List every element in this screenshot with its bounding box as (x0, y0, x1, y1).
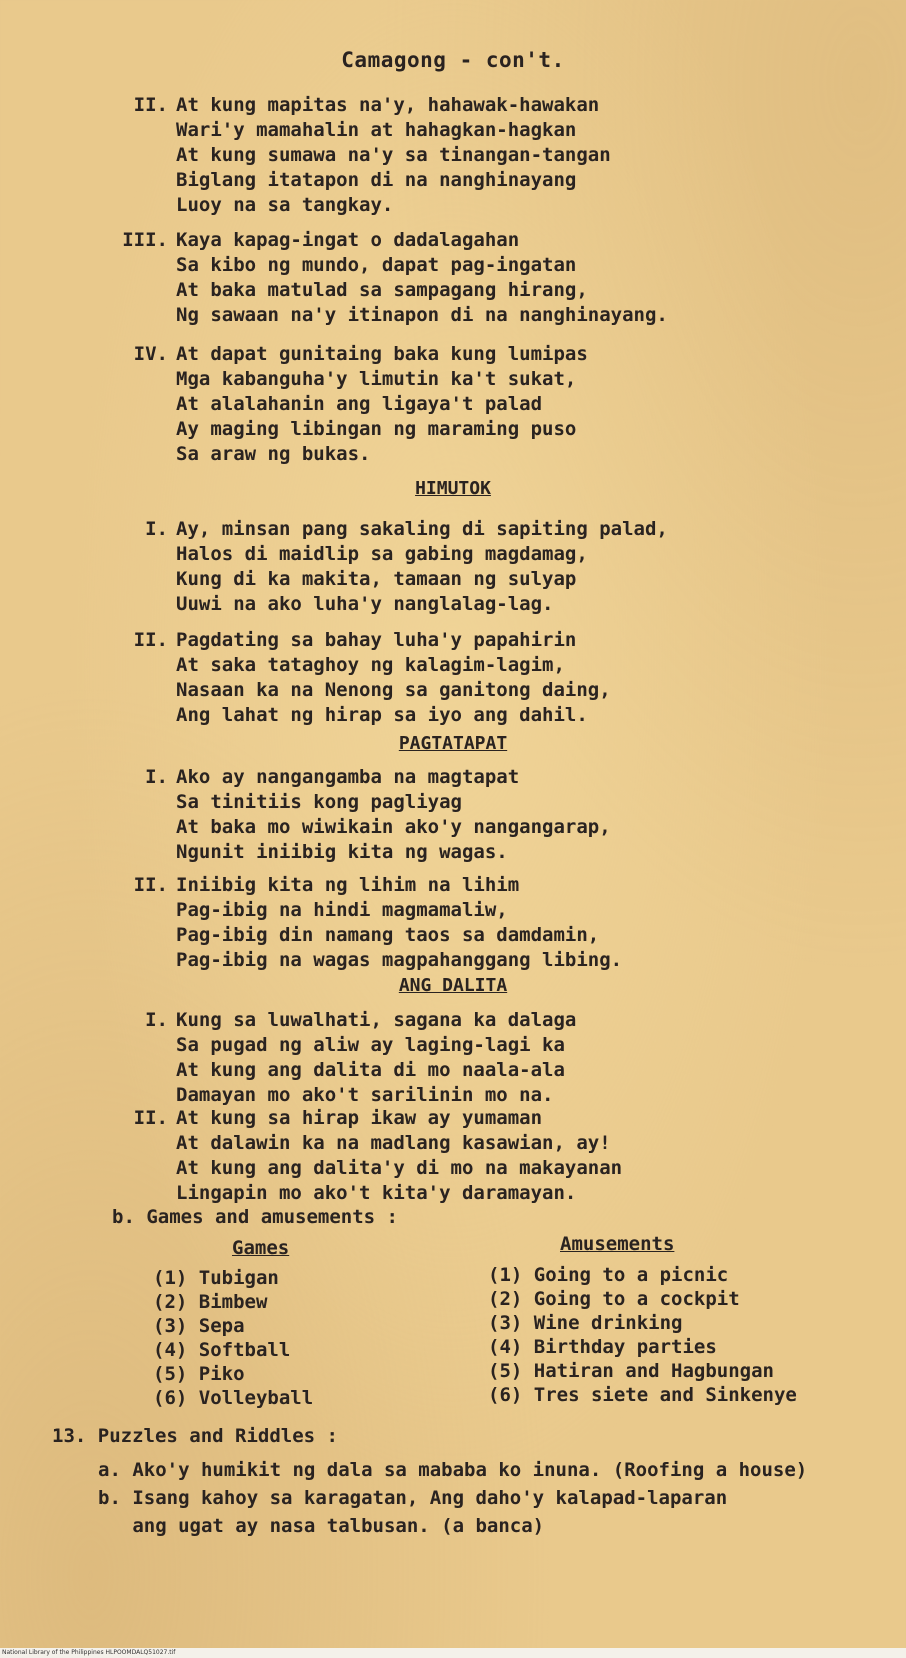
poem-line: I. Ako ay nangangamba na magtapat (145, 766, 520, 788)
list-item: (4) Softball (153, 1339, 291, 1361)
poem-line: At saka tataghoy ng kalagim-lagim, (176, 654, 565, 676)
puzzles-section-label: 13. Puzzles and Riddles : (52, 1425, 338, 1447)
poem-line: Nasaan ka na Nenong sa ganitong daing, (176, 679, 611, 701)
poem-line: Sa kibo ng mundo, dapat pag-ingatan (176, 254, 577, 276)
poem-line: Pag-ibig na wagas magpahanggang libing. (176, 949, 623, 971)
poem-line: Pag-ibig din namang taos sa damdamin, (176, 924, 600, 946)
list-item: (1) Going to a picnic (488, 1264, 729, 1286)
games-section-label: b. Games and amusements : (112, 1206, 398, 1228)
poem-line: Ngunit iniibig kita ng wagas. (176, 841, 508, 863)
games-list (153, 1266, 313, 1410)
riddle-item: ang ugat ay nasa talbusan. (a banca) (98, 1515, 545, 1537)
list-item: (6) Volleyball (153, 1387, 314, 1409)
games-heading: Games (232, 1237, 290, 1259)
page-title: Camagong - con't. (341, 48, 565, 72)
poem-line: Kung di ka makita, tamaan ng sulyap (176, 568, 577, 590)
poem-line: Wari'y mamahalin at hahagkan-hagkan (176, 119, 577, 141)
poem-line: Sa araw ng bukas. (176, 443, 371, 465)
poem-line: Mga kabanguha'y limutin ka't sukat, (176, 368, 577, 390)
poem-line: Ang lahat ng hirap sa iyo ang dahil. (176, 704, 588, 726)
poem-line: At dalawin ka na madlang kasawian, ay! (176, 1132, 611, 1154)
poem-line: Luoy na sa tangkay. (176, 194, 394, 216)
himutok-stanza-1 (118, 517, 668, 617)
amusements-heading: Amusements (560, 1233, 675, 1255)
poem-line: Halos di maidlip sa gabing magdamag, (176, 543, 588, 565)
poem-line: Damayan mo ako't sarilinin mo na. (176, 1084, 554, 1106)
poem-line: II. Pagdating sa bahay luha'y papahirin (133, 629, 577, 651)
amusements-list (488, 1263, 797, 1407)
poem-line: At kung ang dalita di mo naala-ala (176, 1059, 565, 1081)
poem-line: Uuwi na ako luha'y nanglalag-lag. (176, 593, 554, 615)
list-item: (6) Tres siete and Sinkenye (488, 1384, 797, 1406)
list-item: (2) Bimbew (153, 1291, 268, 1313)
poem-line: I. Kung sa luwalhati, sagana ka dalaga (145, 1009, 577, 1031)
list-item: (1) Tubigan (153, 1267, 279, 1289)
list-item: (2) Going to a cockpit (488, 1288, 740, 1310)
poem-line: Lingapin mo ako't kita'y daramayan. (176, 1182, 577, 1204)
list-item: (3) Wine drinking (488, 1312, 683, 1334)
dalita-stanza-2 (118, 1106, 622, 1206)
poem-line: Pag-ibig na hindi magmamaliw, (176, 899, 508, 921)
list-item: (5) Hatiran and Hagbungan (488, 1360, 774, 1382)
poem-line: II. At kung sa hirap ikaw ay yumaman (133, 1107, 543, 1129)
poem-line: At kung sumawa na'y sa tinangan-tangan (176, 144, 611, 166)
poem-line: Sa pugad ng aliw ay laging-lagi ka (176, 1034, 565, 1056)
riddles-list (98, 1456, 807, 1540)
poem-line: Ng sawaan na'y itinapon di na nanghinayang. (176, 304, 668, 326)
poem-line: At baka matulad sa sampagang hirang, (176, 279, 588, 301)
list-item: (3) Sepa (153, 1315, 245, 1337)
dalita-heading: ANG DALITA (398, 975, 508, 996)
riddle-item: a. Ako'y humikit ng dala sa mababa ko inuna. (Roofing a house) (98, 1459, 808, 1481)
poem-line: Sa tinitiis kong pagliyag (176, 791, 462, 813)
poem-stanza-3 (118, 228, 668, 328)
poem-line: I. Ay, minsan pang sakaling di sapiting palad, (145, 518, 668, 540)
scan-footer: National Library of the Philippines HLPOOMDALQ51027.tif (0, 1648, 906, 1658)
poem-line: At alalahanin ang ligaya't palad (176, 393, 543, 415)
riddle-item: b. Isang kahoy sa karagatan, Ang daho'y kalapad-laparan (98, 1487, 728, 1509)
himutok-heading: HIMUTOK (415, 478, 491, 499)
poem-stanza-2 (118, 93, 611, 218)
himutok-stanza-2 (118, 628, 611, 728)
pagtatapat-heading: PAGTATAPAT (398, 733, 508, 754)
poem-line: II. Iniibig kita ng lihim na lihim (133, 874, 520, 896)
dalita-stanza-1 (118, 1008, 576, 1108)
poem-stanza-4 (118, 342, 588, 467)
poem-line: At baka mo wiwikain ako'y nangangarap, (176, 816, 611, 838)
poem-line: IV. At dapat gunitaing baka kung lumipas (133, 343, 588, 365)
poem-line: Biglang itatapon di na nanghinayang (176, 169, 577, 191)
list-item: (4) Birthday parties (488, 1336, 717, 1358)
poem-line: II. At kung mapitas na'y, hahawak-hawakan (133, 94, 600, 116)
pagtatapat-stanza-2 (118, 873, 622, 973)
poem-line: Ay maging libingan ng maraming puso (176, 418, 577, 440)
pagtatapat-stanza-1 (118, 765, 611, 865)
list-item: (5) Piko (153, 1363, 245, 1385)
poem-line: At kung ang dalita'y di mo na makayanan (176, 1157, 623, 1179)
poem-line: III. Kaya kapag-ingat o dadalagahan (122, 229, 520, 251)
